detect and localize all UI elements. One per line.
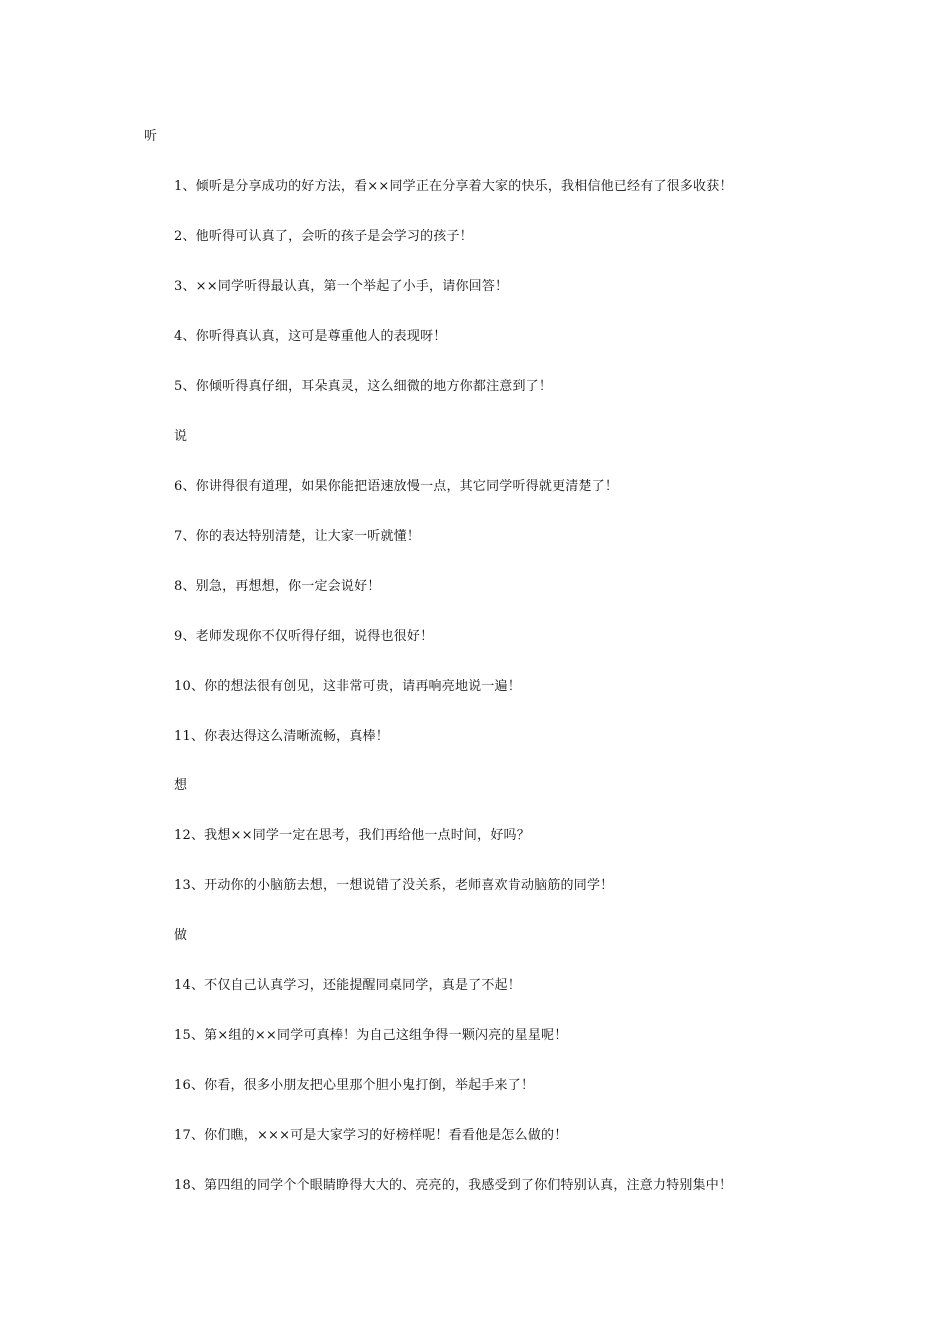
list-item: 10、你的想法很有创见，这非常可贵，请再响亮地说一遍！: [174, 679, 521, 694]
list-item: 4、你听得真认真，这可是尊重他人的表现呀！: [174, 329, 447, 344]
list-item: 6、你讲得很有道理，如果你能把语速放慢一点，其它同学听得就更清楚了！: [174, 479, 619, 494]
list-item: 16、你看，很多小朋友把心里那个胆小鬼打倒，举起手来了！: [174, 1078, 535, 1093]
list-item: 7、你的表达特别清楚，让大家一听就懂！: [174, 529, 421, 544]
list-item: 1、倾听是分享成功的好方法，看××同学正在分享着大家的快乐，我相信他已经有了很多收获！: [174, 179, 733, 194]
list-item: 18、第四组的同学个个眼睛睁得大大的、亮亮的，我感受到了你们特别认真，注意力特别集中！: [174, 1178, 733, 1193]
section-heading-do: 做: [174, 928, 188, 943]
list-item: 11、你表达得这么清晰流畅，真棒！: [174, 729, 389, 744]
list-item: 2、他听得可认真了，会听的孩子是会学习的孩子！: [174, 229, 473, 244]
list-item: 14、不仅自己认真学习，还能提醒同桌同学，真是了不起！: [174, 978, 521, 993]
list-item: 5、你倾听得真仔细，耳朵真灵，这么细微的地方你都注意到了！: [174, 379, 553, 394]
section-heading-think: 想: [174, 778, 188, 793]
section-heading-speak: 说: [174, 429, 188, 444]
list-item: 15、第×组的××同学可真棒！为自己这组争得一颗闪亮的星星呢！: [174, 1028, 568, 1043]
list-item: 3、××同学听得最认真，第一个举起了小手，请你回答！: [174, 279, 509, 294]
list-item: 17、你们瞧，×××可是大家学习的好榜样呢！看看他是怎么做的！: [174, 1128, 568, 1143]
list-item: 9、老师发现你不仅听得仔细，说得也很好！: [174, 629, 434, 644]
list-item: 8、别急，再想想，你一定会说好！: [174, 579, 381, 594]
list-item: 12、我想××同学一定在思考，我们再给他一点时间，好吗？: [174, 828, 530, 843]
list-item: 13、开动你的小脑筋去想，一想说错了没关系，老师喜欢肯动脑筋的同学！: [174, 878, 614, 893]
section-heading-listen: 听: [144, 129, 158, 144]
